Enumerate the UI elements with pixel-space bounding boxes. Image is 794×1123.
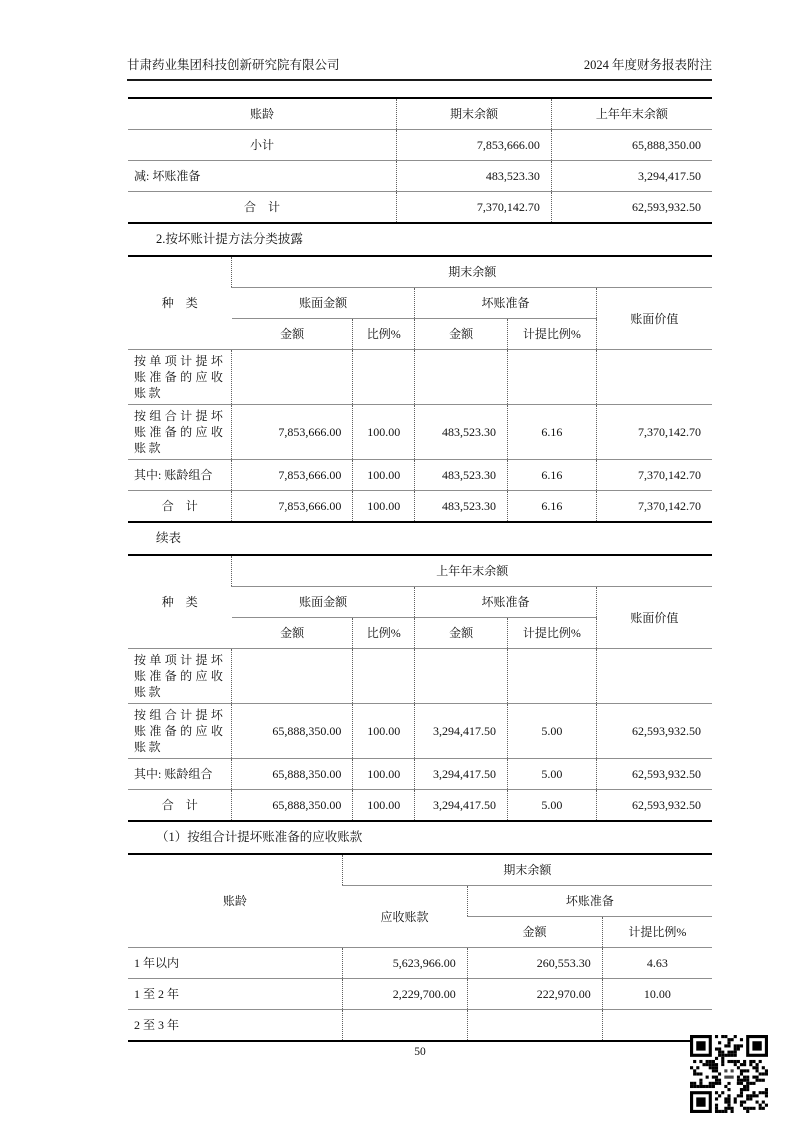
section-caption-continued: 续表: [156, 531, 182, 545]
provision-ratio-value: 5.00: [508, 759, 597, 790]
amount-value: 65,888,350.00: [232, 759, 353, 790]
book-value: 7,370,142.70: [596, 460, 712, 491]
provision-ratio-value: 6.16: [508, 405, 597, 460]
table-row-1-to-2-years: [128, 979, 712, 1010]
method-current-table: [128, 255, 712, 523]
ratio-value: [353, 350, 415, 405]
receivable-value: 5,623,966.00: [342, 948, 467, 979]
row-label: 其中: 账龄组合: [128, 460, 232, 491]
amount-value: [467, 1010, 602, 1042]
table-row-individual: [128, 350, 712, 405]
row-label: 按单项计提坏账准备的应收账款: [128, 649, 232, 704]
ratio-column-header: 比例%: [353, 618, 415, 649]
ratio-value: 100.00: [353, 460, 415, 491]
book-value: 62,593,932.50: [596, 790, 712, 822]
amount-value: [232, 649, 353, 704]
table-header-row: [128, 98, 712, 130]
book-value: 7,370,142.70: [596, 405, 712, 460]
prior-year-value: 62,593,932.50: [551, 192, 712, 224]
table-row-less-bad-debt: [128, 161, 712, 192]
aging-column-header: 账龄: [222, 894, 247, 908]
provision-ratio-column-header: 计提比例%: [508, 618, 597, 649]
period-end-value: 7,853,666.00: [397, 130, 552, 161]
prior-year-group-header: 上年年末余额: [232, 555, 712, 587]
period-end-value: 483,523.30: [397, 161, 552, 192]
ratio-column-header: 比例%: [353, 319, 415, 350]
bad-amount-value: 3,294,417.50: [415, 790, 508, 822]
bad-amount-column-header: 金额: [415, 618, 508, 649]
table-row-2-to-3-years: [128, 1010, 712, 1042]
book-amount-group-header: 账面金额: [232, 288, 415, 319]
provision-ratio-value: [508, 649, 597, 704]
book-value-column-header: 账面价值: [596, 288, 712, 350]
aging-summary-table: [128, 97, 712, 224]
table-row-aging-portfolio: [128, 759, 712, 790]
amount-column-header: 金额: [232, 319, 353, 350]
header-doc-title: 2024 年度财务报表附注: [583, 58, 712, 72]
book-value: 62,593,932.50: [596, 759, 712, 790]
amount-value: 260,553.30: [467, 948, 602, 979]
header-company-name: 甘肃药业集团科技创新研究院有限公司: [127, 58, 340, 72]
prior-year-value: 3,294,417.50: [551, 161, 712, 192]
ratio-value: 100.00: [353, 405, 415, 460]
ratio-value: 100.00: [353, 759, 415, 790]
provision-ratio-value: 5.00: [508, 790, 597, 822]
provision-ratio-value: 6.16: [508, 460, 597, 491]
provision-ratio-value: [508, 350, 597, 405]
table-row-aging-portfolio: [128, 460, 712, 491]
table-row-group: [128, 405, 712, 460]
section-caption-group: （1）按组合计提坏账准备的应收账款: [156, 830, 363, 844]
bad-amount-value: 3,294,417.50: [415, 704, 508, 759]
prior-year-column-header: 上年年末余额: [551, 98, 712, 130]
table-row-individual: [128, 649, 712, 704]
provision-ratio-value: 4.63: [602, 948, 712, 979]
amount-value: 65,888,350.00: [232, 790, 353, 822]
qr-code-icon: [690, 1035, 768, 1113]
period-end-column-header: 期末余额: [397, 98, 552, 130]
row-label: 按单项计提坏账准备的应收账款: [128, 350, 232, 405]
ratio-value: 100.00: [353, 790, 415, 822]
amount-value: 222,970.00: [467, 979, 602, 1010]
page-number: 50: [414, 1046, 426, 1058]
period-end-group-header: 期末余额: [342, 854, 712, 886]
ratio-value: [353, 649, 415, 704]
row-label: 合 计: [128, 491, 232, 523]
bad-amount-value: 3,294,417.50: [415, 759, 508, 790]
book-value: 62,593,932.50: [596, 704, 712, 759]
receivable-value: 2,229,700.00: [342, 979, 467, 1010]
receivable-column-header: 应收账款: [342, 886, 467, 948]
table-row-total: [128, 491, 712, 523]
bad-amount-value: 483,523.30: [415, 460, 508, 491]
table-header-row: [128, 256, 712, 288]
row-label: 小计: [128, 130, 397, 161]
period-end-value: 7,370,142.70: [397, 192, 552, 224]
table-row-total: [128, 192, 712, 224]
ratio-value: 100.00: [353, 491, 415, 523]
bad-debt-group-header: 坏账准备: [415, 587, 597, 618]
book-value: 7,370,142.70: [596, 491, 712, 523]
row-label: 2 至 3 年: [128, 1010, 342, 1042]
row-label: 其中: 账龄组合: [128, 759, 232, 790]
table-row-group: [128, 704, 712, 759]
provision-ratio-column-header: 计提比例%: [508, 319, 597, 350]
row-label: 减: 坏账准备: [128, 161, 397, 192]
book-amount-group-header: 账面金额: [232, 587, 415, 618]
provision-ratio-column-header: 计提比例%: [602, 917, 712, 948]
table-header-row: [128, 854, 712, 886]
ratio-value: 100.00: [353, 704, 415, 759]
row-label: 按组合计提坏账准备的应收账款: [128, 704, 232, 759]
table-header-row: [128, 555, 712, 587]
category-column-header: 种 类: [161, 595, 198, 609]
method-prior-table: [128, 554, 712, 822]
prior-year-value: 65,888,350.00: [551, 130, 712, 161]
book-value: [596, 649, 712, 704]
row-label: 1 年以内: [128, 948, 342, 979]
amount-column-header: 金额: [467, 917, 602, 948]
row-label: 按组合计提坏账准备的应收账款: [128, 405, 232, 460]
amount-value: [232, 350, 353, 405]
section-caption-method: 2.按坏账计提方法分类披露: [156, 232, 303, 246]
amount-value: 7,853,666.00: [232, 405, 353, 460]
bad-debt-group-header: 坏账准备: [415, 288, 597, 319]
row-label: 合 计: [128, 790, 232, 822]
page-content: [128, 97, 712, 1042]
provision-ratio-value: 6.16: [508, 491, 597, 523]
bad-amount-value: 483,523.30: [415, 405, 508, 460]
page-header: [127, 57, 712, 81]
book-value-column-header: 账面价值: [596, 587, 712, 649]
amount-value: 65,888,350.00: [232, 704, 353, 759]
aging-detail-table: [128, 853, 712, 1042]
provision-ratio-value: 5.00: [508, 704, 597, 759]
provision-ratio-value: 10.00: [602, 979, 712, 1010]
row-label: 1 至 2 年: [128, 979, 342, 1010]
bad-amount-value: [415, 350, 508, 405]
amount-value: 7,853,666.00: [232, 491, 353, 523]
aging-column-header: 账龄: [250, 107, 275, 121]
row-label: 合 计: [128, 192, 397, 224]
bad-amount-column-header: 金额: [415, 319, 508, 350]
bad-amount-value: [415, 649, 508, 704]
bad-amount-value: 483,523.30: [415, 491, 508, 523]
table-row-within-1-year: [128, 948, 712, 979]
book-value: [596, 350, 712, 405]
receivable-value: [342, 1010, 467, 1042]
period-end-group-header: 期末余额: [232, 256, 712, 288]
amount-value: 7,853,666.00: [232, 460, 353, 491]
bad-debt-group-header: 坏账准备: [467, 886, 712, 917]
table-row-total: [128, 790, 712, 822]
table-row-subtotal: [128, 130, 712, 161]
category-column-header: 种 类: [161, 296, 198, 310]
amount-column-header: 金额: [232, 618, 353, 649]
